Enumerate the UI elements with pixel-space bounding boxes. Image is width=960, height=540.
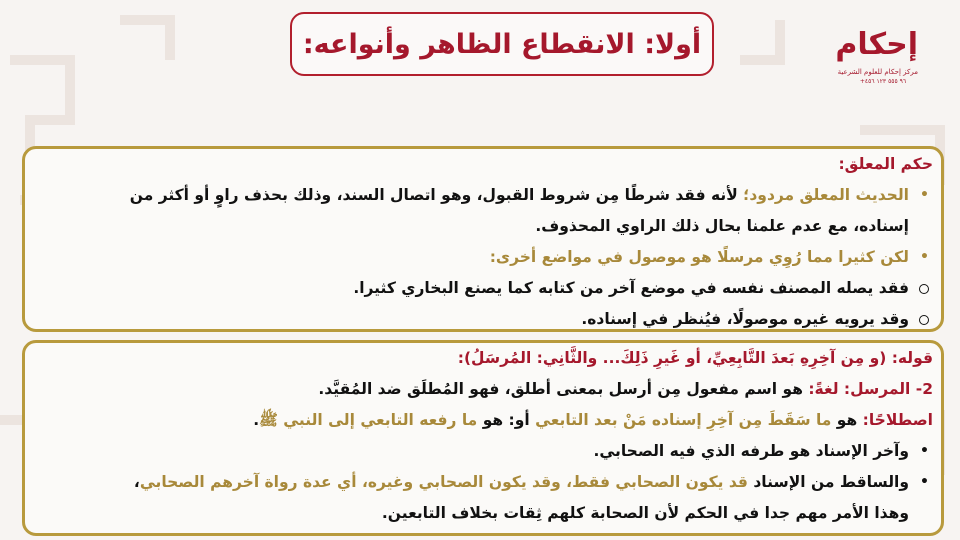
panel1-b1-highlight: الحديث المعلق مردود؛ [743,186,909,204]
panel2-quote: قوله: (و مِن آخِرِهِ بَعدَ التَّابِعِيِّ، أو غَيرِ ذَلِكَ... والثَّانِي: المُرسَلُ): [457,349,933,367]
panel2-l3-text-c: . [253,411,260,429]
panel2-l3-text-b: أو: هو [477,411,536,429]
panel2-l2-text: هو اسم مفعول مِن أرسل بمعنى أطلق، فهو المُطلَق ضد المُقيَّد. [318,380,809,398]
panel2-l3-label: اصطلاحًا: [862,411,933,429]
panel2-l3-highlight-1: ما سَقَطَ مِن آخِرِ إسناده مَنْ بعد التابعي [535,411,832,429]
panel2-technical-def [39,405,933,436]
panel2-bullet-2-continued: وهذا الأمر مهم جدا في الحكم لأن الصحابة كلهم ثِقات بخلاف التابعين. [381,504,909,522]
logo-name: إحكام [835,27,918,62]
panel2-l2-label: 2- المرسل: لغةً: [808,380,933,398]
ihkam-logo [835,24,918,96]
mursal-definition-panel [22,340,944,536]
panel1-heading: حكم المعلق: [838,155,933,173]
panel1-sub-item-2: وقد يرويه غيره موصولًا، فيُنظر في إسناده. [39,304,933,335]
panel2-b2-text-b: ، [133,473,140,491]
panel2-l3-text-a: هو [831,411,863,429]
logo-contact: +٩٦ ٥٥٥ ١٢٣ ٤٥٦ [859,78,907,85]
slide-title-box [290,12,714,76]
slide-title: أولا: الانقطاع الظاهر وأنواعه: [302,28,702,60]
panel2-l3-highlight-2: ما رفعه التابعي إلى النبي ﷺ [259,411,478,429]
panel2-bullet-2 [39,467,933,498]
panel1-b2-highlight: لكن كثيرا مما رُوِي مرسلًا هو موصول في مواضع أخرى: [489,248,909,266]
panel1-bullet-1 [39,180,933,211]
muallaq-ruling-panel [22,146,944,332]
panel2-bullet-1: • وآخر الإسناد هو طرفه الذي فيه الصحابي. [39,436,933,467]
panel2-b2-highlight: قد يكون الصحابي فقط، وقد يكون الصحابي وغيره، أي عدة رواة آخرهم الصحابي [139,473,748,491]
panel1-sub-item-1: فقد يصله المصنف نفسه في موضع آخر من كتابه كما يصنع البخاري كثيرا. [39,273,933,304]
panel2-linguistic-def [39,374,933,405]
panel1-bullet-2 [39,242,933,273]
panel1-b1-text: لأنه فقد شرطًا مِن شروط القبول، وهو اتصال السند، وذلك بحذف راوٍ أو أكثر من [129,186,744,204]
panel1-bullet-1-continued: إسناده، مع عدم علمنا بحال ذلك الراوي المحذوف. [535,217,909,235]
panel2-b2-text-a: والساقط من الإسناد [747,473,909,491]
logo-subtitle: مركز إحكام للعلوم الشرعية [837,68,918,76]
